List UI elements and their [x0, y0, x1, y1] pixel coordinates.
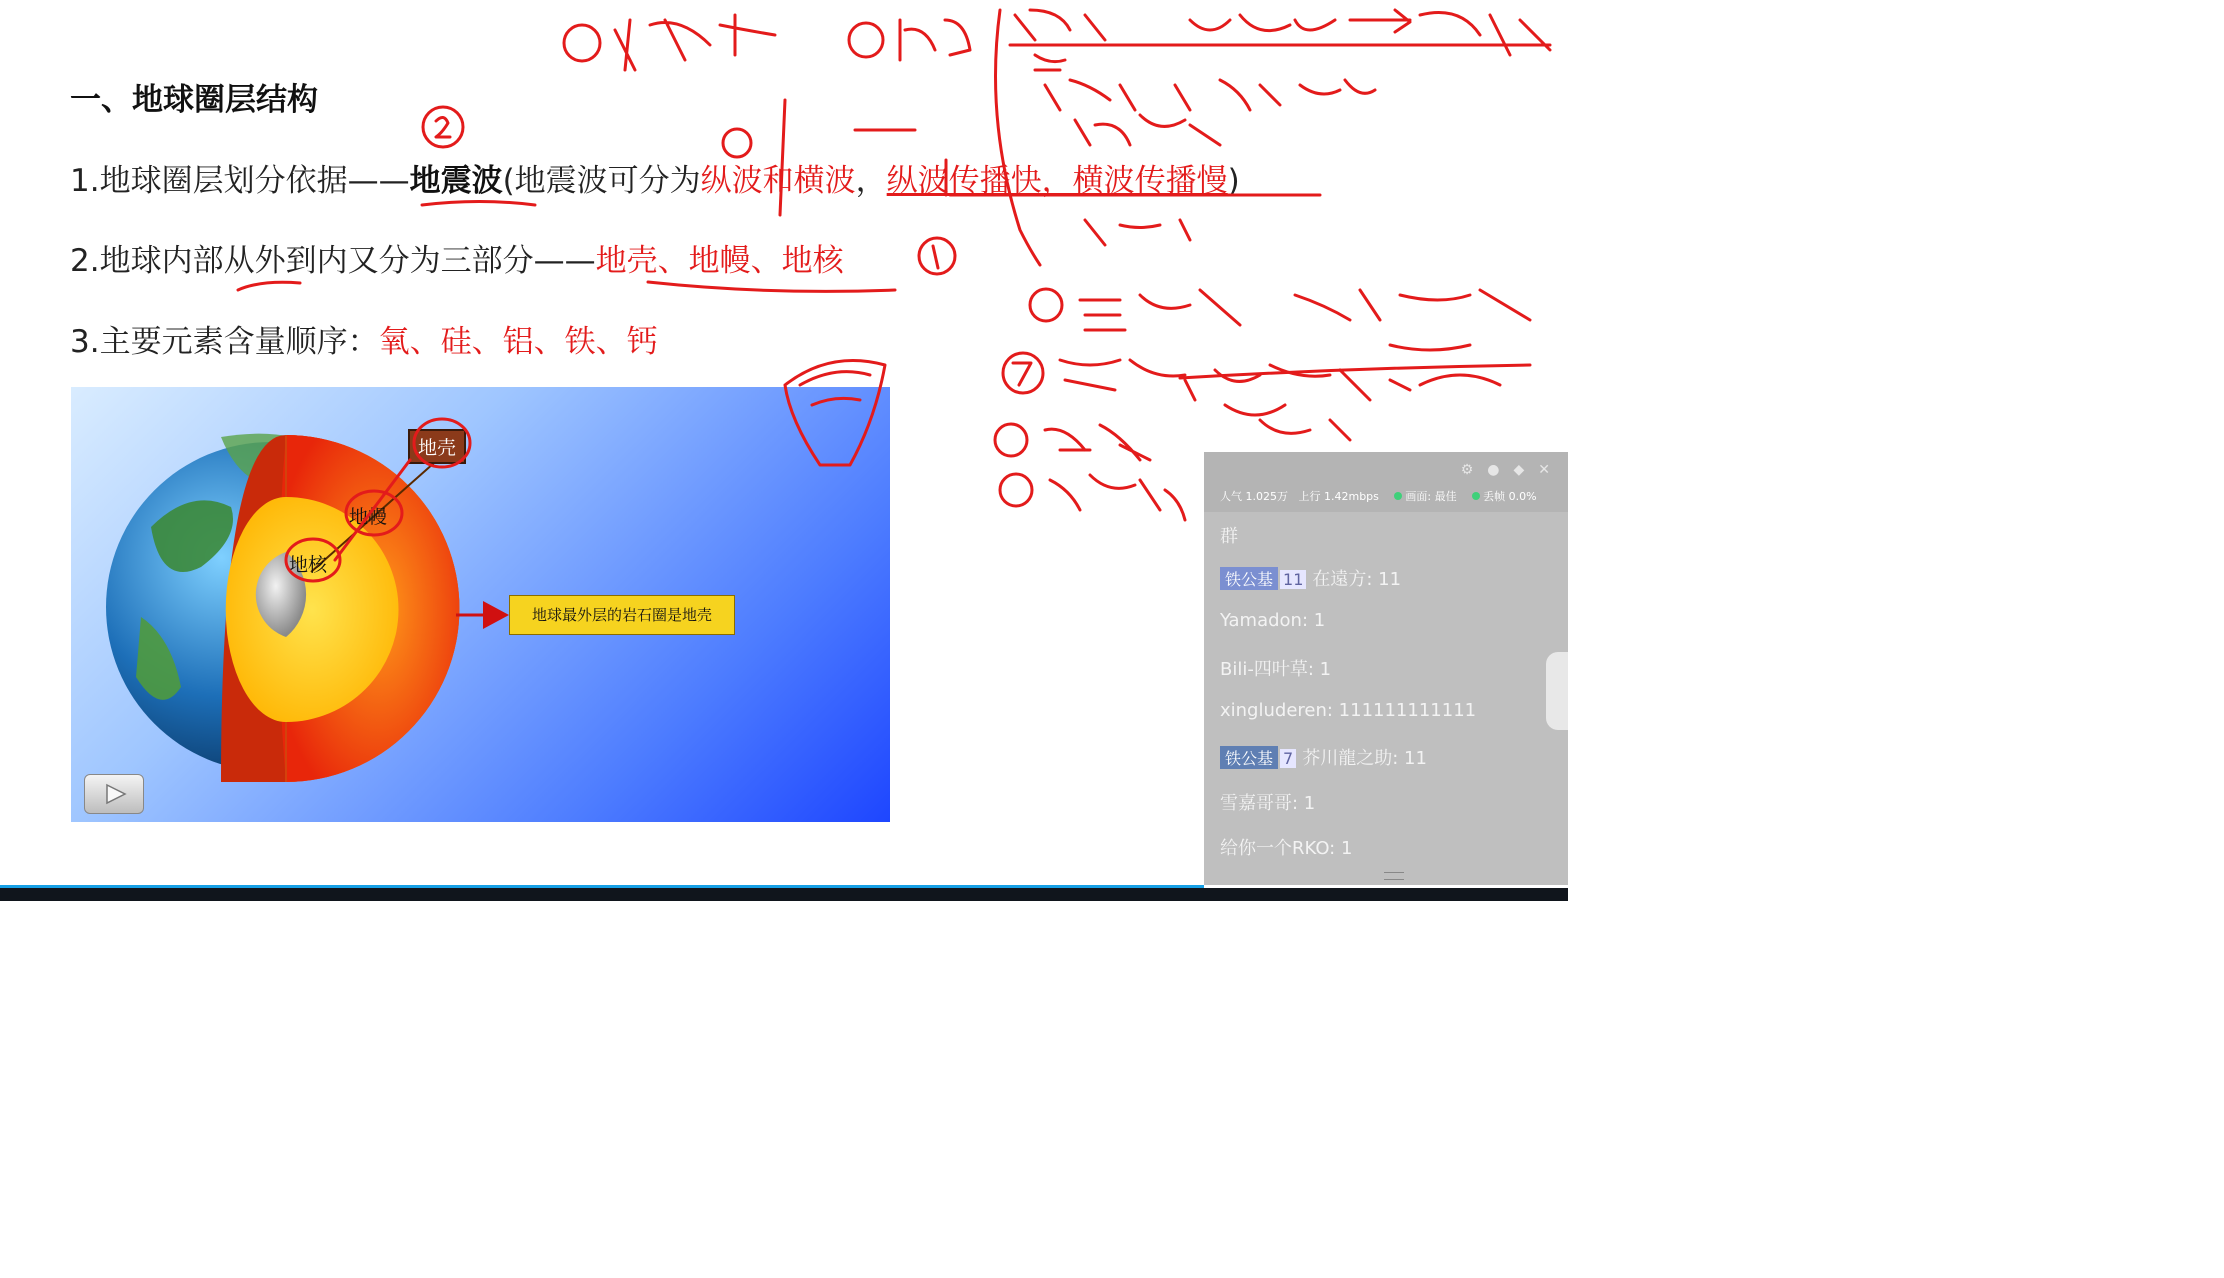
close-icon[interactable]: ✕	[1538, 462, 1564, 478]
line-1-paren-close: )	[1227, 163, 1240, 199]
core-label: 地核	[289, 554, 328, 576]
fan-badge: 铁公基	[1220, 567, 1278, 590]
side-scroll-knob[interactable]	[1546, 652, 1568, 730]
line-1-prefix: 1.地球圈层划分依据——	[70, 163, 410, 199]
line-2-prefix: 2.地球内部从外到内又分为三部分——	[70, 243, 596, 279]
chat-toolbar	[1204, 452, 1568, 512]
gear-icon[interactable]: ⚙	[1460, 462, 1488, 478]
chat-message: 给你一个RKO: 1	[1220, 838, 1353, 859]
chat-message: 铁公基 11 在遠方: 11	[1220, 565, 1401, 591]
play-button[interactable]	[84, 774, 144, 814]
chat-message: 群	[1220, 526, 1238, 547]
stream-stats	[1220, 488, 1537, 504]
quality-stat: 画面: 最佳	[1405, 490, 1457, 503]
fan-badge: 铁公基	[1220, 746, 1278, 769]
taskbar	[0, 888, 1568, 901]
line-1-paren: (地震波可分为	[502, 163, 701, 199]
earth-illustration	[71, 387, 890, 822]
crust-label: 地壳	[408, 429, 466, 464]
chat-message: 雪嘉哥哥: 1	[1220, 793, 1316, 814]
color-icon[interactable]: ●	[1487, 462, 1514, 478]
status-dot-icon	[1472, 492, 1480, 500]
line-2-red: 地壳、地幔、地核	[595, 243, 844, 279]
live-chat-panel	[1204, 452, 1568, 885]
drop-stat: 丢帧 0.0%	[1483, 490, 1537, 503]
upload-stat: 上行 1.42mbps	[1298, 490, 1379, 503]
line-1-bold: 地震波	[409, 163, 503, 199]
line-3-prefix: 3.主要元素含量顺序：	[70, 324, 379, 360]
crust-callout: 地球最外层的岩石圈是地壳	[509, 595, 735, 635]
status-dot-icon	[1394, 492, 1402, 500]
line-3-red: 氧、硅、铝、铁、钙	[378, 324, 658, 360]
earth-figure	[71, 387, 890, 822]
chat-tool-icons	[1461, 462, 1564, 478]
chat-message: Yamadon: 1	[1220, 610, 1326, 631]
resize-handle[interactable]	[1384, 872, 1404, 880]
line-1-comma: ，	[855, 163, 887, 199]
line-2	[70, 235, 844, 280]
fan-badge-level: 7	[1280, 749, 1296, 768]
slide-heading: 一、地球圈层结构	[70, 82, 318, 118]
chat-message: 铁公基 7 芥川龍之助: 11	[1220, 744, 1427, 770]
chat-message: Bili-四叶草: 1	[1220, 659, 1332, 680]
play-icon	[85, 775, 143, 813]
line-1	[70, 155, 1240, 200]
fan-badge-level: 11	[1280, 570, 1306, 589]
line-3	[70, 316, 658, 361]
line-1-red1: 纵波和横波	[700, 163, 856, 199]
mantle-label: 地幔	[349, 506, 388, 528]
popularity-stat: 人气 1.025万	[1220, 490, 1288, 503]
chat-message: xingluderen: 111111111111	[1220, 700, 1477, 721]
pin-icon[interactable]: ◆	[1513, 462, 1539, 478]
line-1-red2: 纵波传播快，横波传播慢	[886, 163, 1228, 199]
